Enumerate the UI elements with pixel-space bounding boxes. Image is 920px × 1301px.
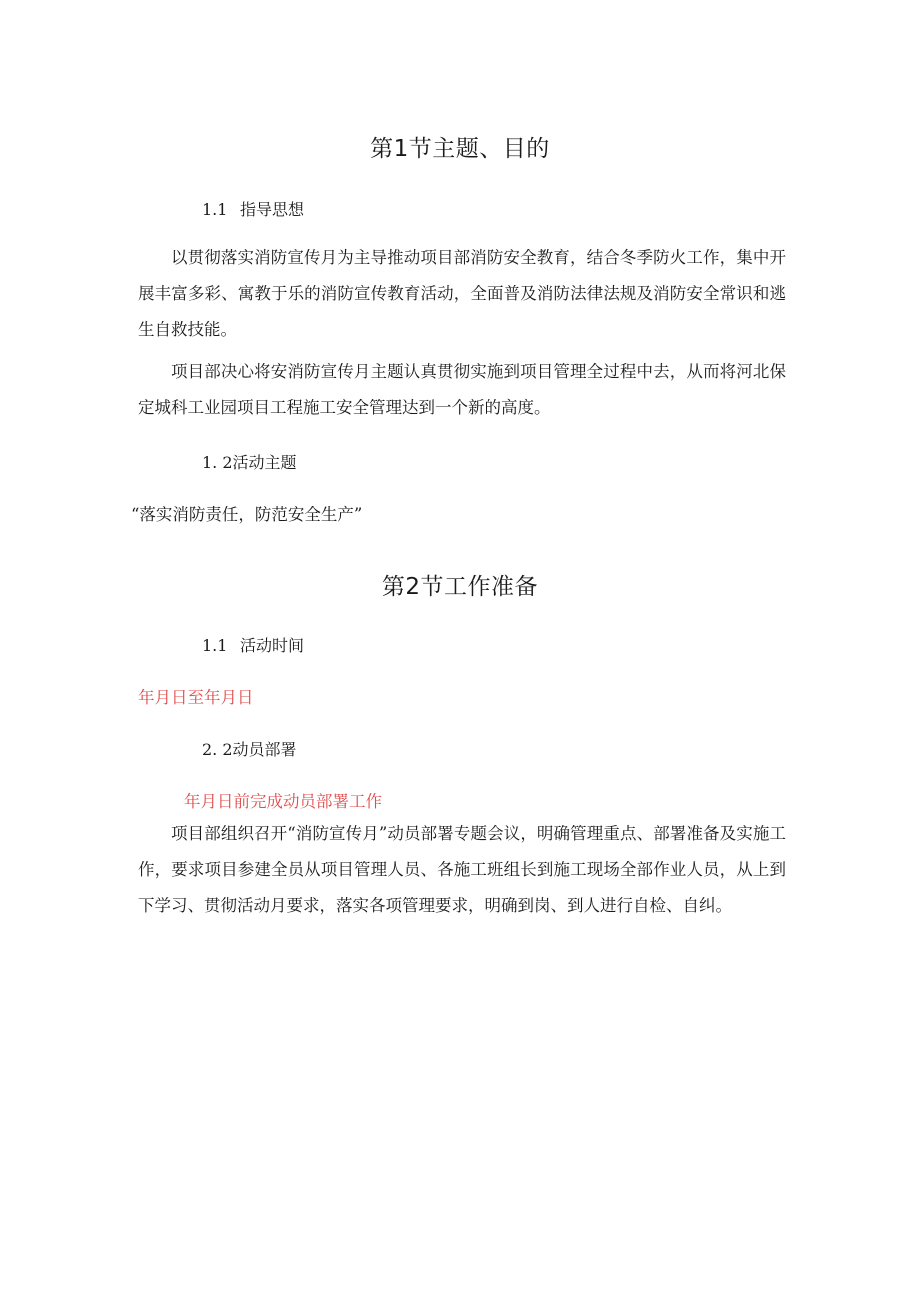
section-1-title: 第1节主题、目的	[370, 136, 550, 162]
subsection-label: 指导思想	[240, 200, 305, 219]
subsection-2-1-heading	[202, 633, 304, 656]
activity-time-text: 年月日至年月日	[138, 688, 254, 707]
deployment-paragraph: 项目部组织召开“消防宣传月”动员部署专题会议，明确管理重点、部署准备及实施工作，要求项目参建全员从项目管理人员、各施工班组长到施工现场全部作业人员，从上到下学习、贯彻活动月要求，落实各项管理要求，明确到岗、到人进行自检、自纠。	[138, 824, 786, 915]
subsection-1-1-heading	[202, 197, 304, 220]
subsection-1-2-heading: 1. 2活动主题	[202, 453, 297, 472]
subsection-label: 活动时间	[240, 636, 305, 655]
section-2-title: 第2节工作准备	[381, 574, 539, 600]
deployment-deadline-text: 年月日前完成动员部署工作	[184, 792, 382, 811]
project-resolution-paragraph: 项目部决心将安消防宣传月主题认真贯彻实施到项目管理全过程中去，从而将河北保定城科工业园项目工程施工安全管理达到一个新的高度。	[138, 362, 786, 417]
activity-theme-text: “落实消防责任，防范安全生产”	[131, 505, 363, 524]
subsection-number: 1.1	[202, 200, 228, 219]
subsection-number: 1.1	[202, 636, 228, 655]
subsection-2-2-heading: 2. 2动员部署	[202, 740, 297, 759]
guiding-idea-paragraph: 以贯彻落实消防宣传月为主导推动项目部消防安全教育，结合冬季防火工作，集中开展丰富多彩、寓教于乐的消防宣传教育活动，全面普及消防法律法规及消防安全常识和逃生自救技能。	[138, 248, 786, 339]
